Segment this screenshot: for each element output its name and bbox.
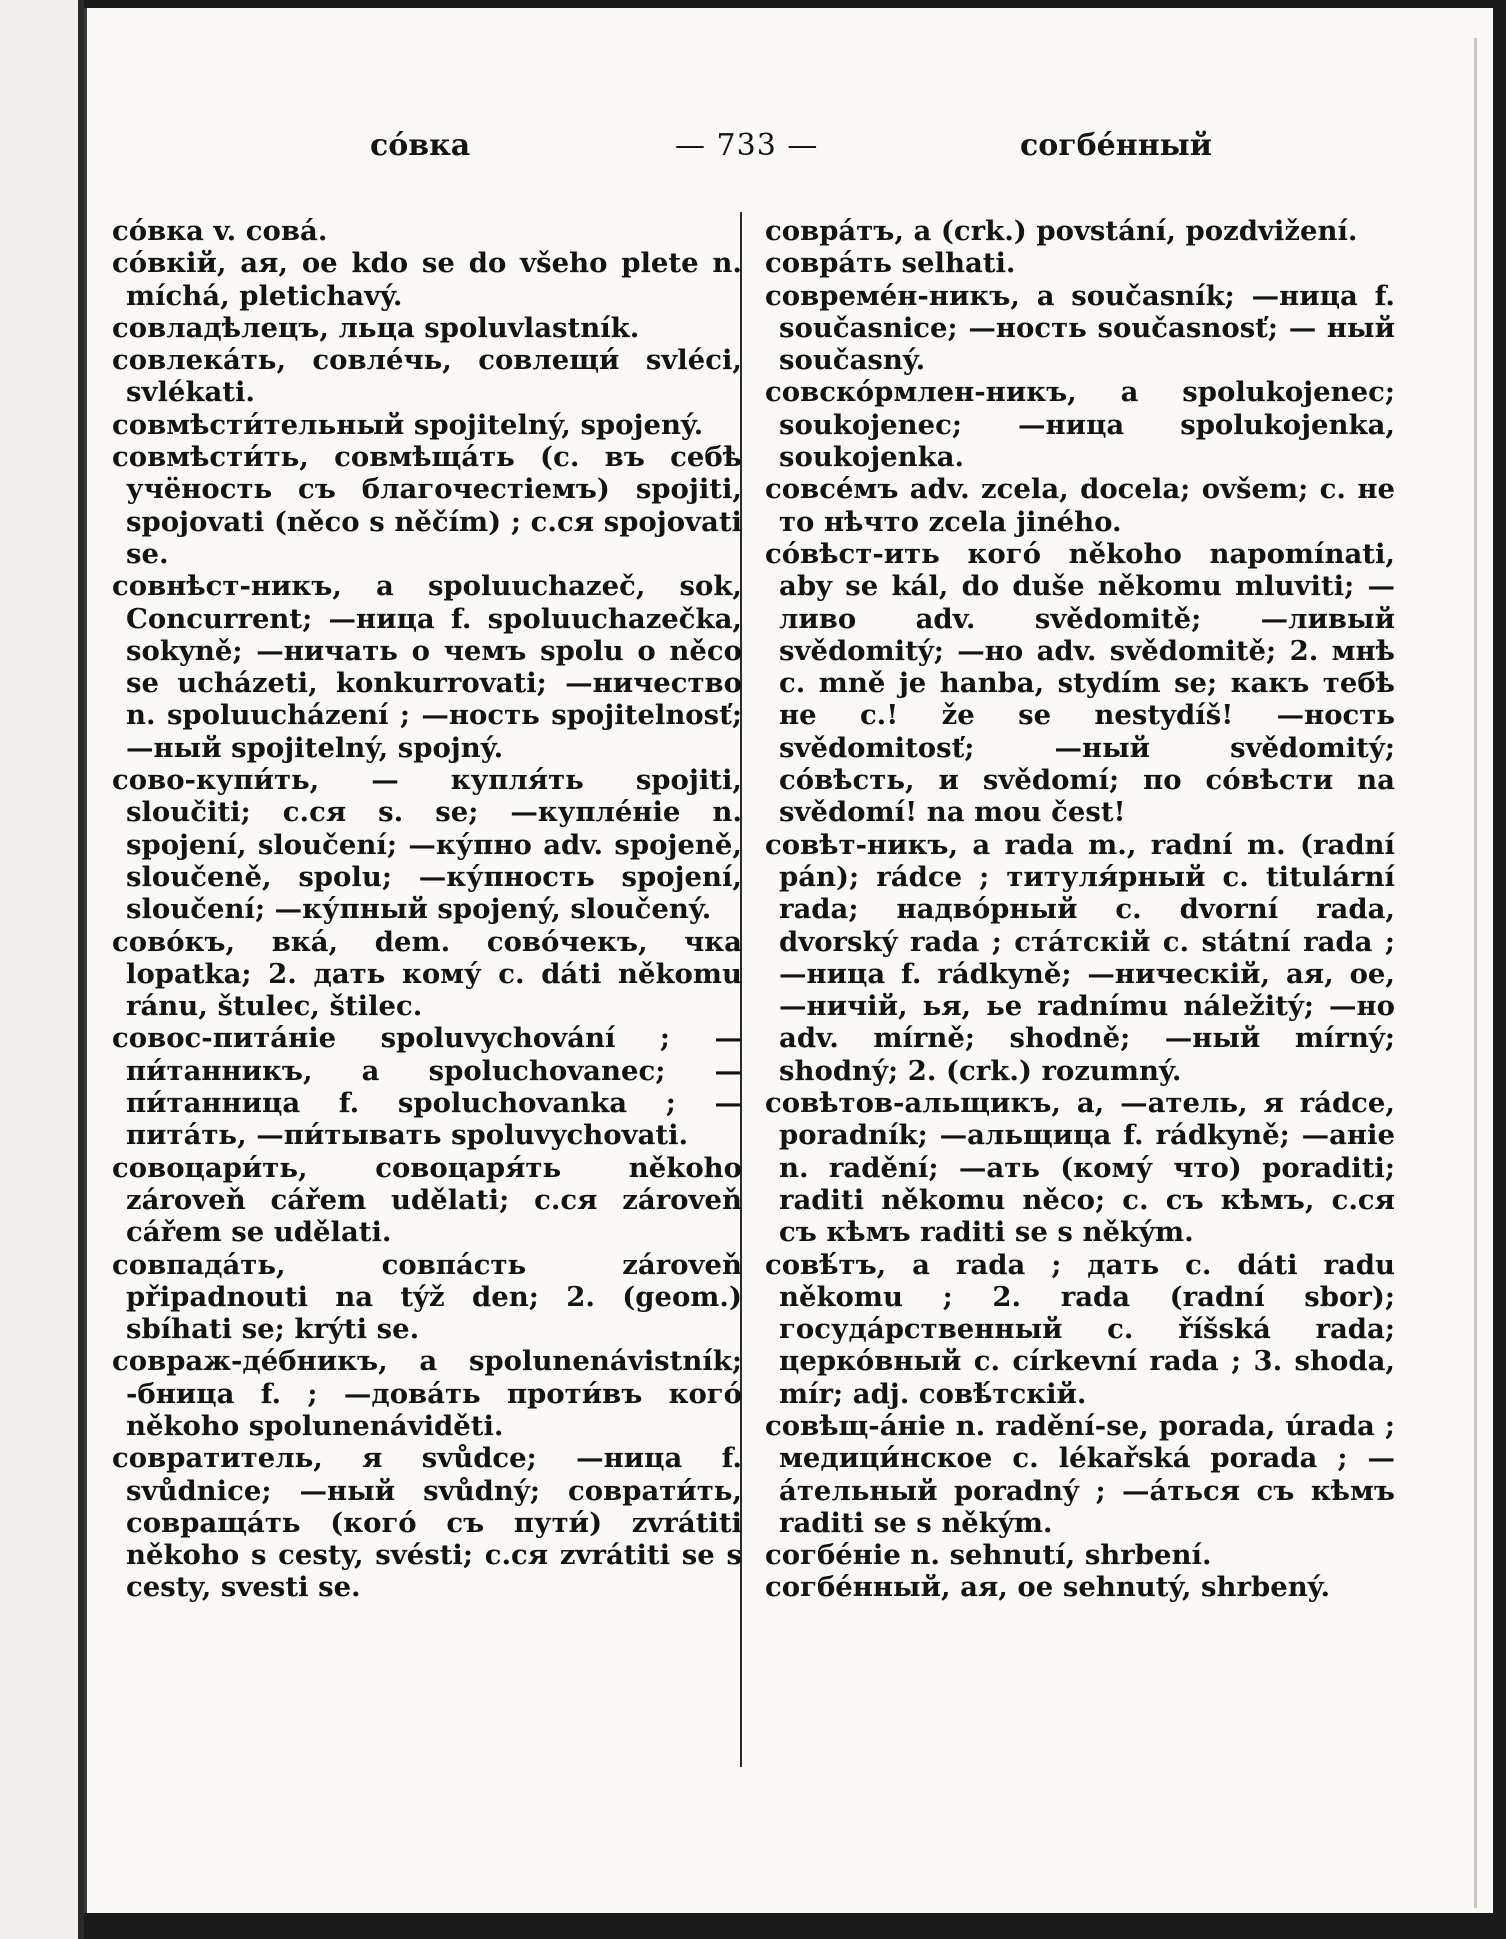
running-header	[280, 128, 1212, 172]
dictionary-entry: совладѣлецъ, льца spoluvlastník.	[112, 311, 640, 344]
dictionary-entry: со́вка v. сова́.	[112, 215, 328, 247]
dictionary-entry: совѣ́тъ, а rada ; дать с. dáti radu někomu ; 2. rada (radní sbor); госуда́рственный с. říšská rada; церко́вный с. církevní rada ; 3. shoda, mír; adj. совѣ́тскій.	[765, 1248, 1395, 1410]
dictionary-entry: со́вкій, ая, ое kdo se do všeho plete n. míchá, pletichavý.	[112, 247, 742, 312]
left-headword: со́вка	[370, 128, 471, 163]
page-number: — 733 —	[675, 128, 819, 163]
dictionary-entry: совско́рмлен-никъ, а spolukojenec; soukojenec; —ница spolukojenka, soukojenka.	[765, 376, 1395, 474]
page-edge	[1474, 38, 1477, 1908]
dictionary-entry: совмѣсти́ть, совмѣща́ть (с. въ себѣ учёность съ благочестіемъ) spojiti, spojovati (něco s něčím) ; с.ся spojovati se.	[112, 441, 742, 570]
dictionary-entry: совпада́ть, совпа́сть zároveň připadnouti na týž den; 2. (geom.) sbíhati se; krýti se.	[112, 1248, 742, 1346]
dictionary-entry: совоцари́ть, совоцаря́ть někoho zároveň cářem udělati; с.ся zároveň cářem se udělati.	[112, 1151, 742, 1249]
dictionary-entry: совѣщ-а́ніе n. radění-se, porada, úrada ; медици́нское с. lékařská porada ; —а́тельный poradný ; —а́ться съ кѣмъ raditi se s někým.	[765, 1409, 1395, 1539]
dictionary-entry: совос-пита́ніе spoluvychování ; —пи́танникъ, а spoluchovanec; —пи́танница f. spoluchovanka ; —пита́ть, —пи́тывать spoluvychovati.	[112, 1022, 742, 1152]
left-column	[112, 215, 742, 1604]
right-column	[765, 215, 1395, 1604]
dictionary-entry: совра́ть selhati.	[765, 247, 1016, 280]
dictionary-entry: совнѣст-никъ, а spoluuchazeč, sok, Concurrent; —ница f. spoluuchazečka, sokyně; —ничать о чемъ spolu o něco se ucházeti, konkurrovati; —ничество n. spoluucházení ; —ность spojitelnosť;—ный spojitelný, spojný.	[112, 570, 742, 764]
dictionary-entry: сово́къ, вка́, dem. сово́чекъ, чка lopatka; 2. дать кому́ с. dáti někomu ránu, štulec, štilec.	[112, 925, 742, 1023]
dictionary-entry: совреме́н-никъ, а současník; —ница f. současnice; —ность současnosť; — ный současný.	[765, 279, 1395, 377]
dictionary-entry: совраж-де́бникъ, а spolunenávistník; -бница f. ; —дова́ть проти́въ кого́ někoho spolunenáviděti.	[112, 1345, 742, 1442]
dictionary-entry: совлека́ть, совле́чь, совлещи́ svléci, svlékati.	[112, 344, 742, 409]
dictionary-entry: совратитель, я svůdce; —ница f. svůdnice; —ный svůdný; соврати́ть, совраща́ть (кого́ съ пути́) zvrátiti někoho s cesty, svésti; с.ся zvrátiti se s cesty, svesti se.	[112, 1442, 742, 1604]
dictionary-entry: согбе́нный, ая, ое sehnutý, shrbený.	[765, 1571, 1331, 1604]
dictionary-entry: согбе́ніе n. sehnutí, shrbení.	[765, 1539, 1212, 1572]
dictionary-entry: совсе́мъ adv. zcela, docela; ovšem; с. не то нѣчто zcela jiného.	[765, 473, 1395, 538]
dictionary-entry: совѣтов-альщикъ, а, —атель, я rádce, poradník; —альщица f. rádkyně; —аніе n. radění; —ать (кому́ что) poraditi; raditi někomu něco; с. съ кѣмъ, с.ся съ кѣмъ raditi se s někým.	[765, 1087, 1395, 1249]
previous-page-strip	[0, 0, 78, 1939]
dictionary-entry: совра́тъ, а (crk.) povstání, pozdvižení.	[765, 215, 1358, 247]
dictionary-entry: со́вѣст-ить кого́ někoho napomínati, aby se kál, do duše někomu mluviti; —ливо adv. svědomitě; —ливый svědomitý; —но adv. svědomitě; 2. мнѣ с. mně je hanba, stydím se; какъ тебѣ не с.! že se nestydíš! —ность svědomitosť; —ный svědomitý; со́вѣсть, и svědomí; по со́вѣсти na svědomí! na mou čest!	[765, 537, 1395, 829]
dictionary-entry: сово-купи́ть, — купля́ть spojiti, sloučiti; с.ся s. se; —купле́ніе n. spojení, sloučení; —ку́пно adv. spojeně, sloučeně, spolu; —ку́пность spojení, sloučení; —ку́пный spojený, sloučený.	[112, 764, 742, 926]
dictionary-entry: совѣт-никъ, а rada m., radní m. (radní pán); rádce ; титуля́рный с. titulární rada; надво́рный с. dvorní rada, dvorský rada ; ста́тскій с. státní rada ; —ница f. rádkyně; —ническій, ая, ое, —ничій, ья, ье radnímu náležitý; —но adv. mírně; shodně; —ный mírný; shodný; 2. (crk.) rozumný.	[765, 828, 1395, 1087]
right-headword: согбе́нный	[1020, 128, 1212, 163]
dictionary-entry: совмѣсти́тельный spojitelný, spojený.	[112, 408, 704, 441]
